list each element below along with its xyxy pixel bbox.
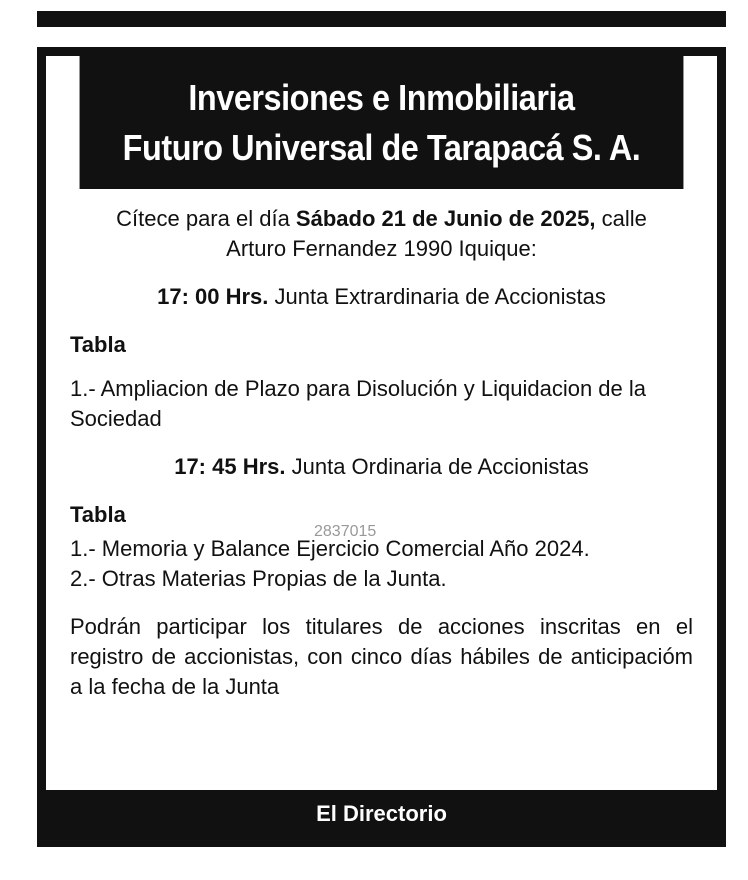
intro-address: Arturo Fernandez 1990 Iquique: bbox=[226, 236, 537, 261]
notice-inner bbox=[44, 54, 719, 840]
notice-body bbox=[70, 196, 693, 702]
meeting1-line bbox=[70, 282, 693, 312]
top-rule bbox=[37, 11, 726, 27]
company-name-line1: Inversiones e Inmobiliaria bbox=[188, 76, 575, 118]
closing-paragraph: Podrán participar los titulares de acciones inscritas en el registro de accionistas, con cinco días hábiles de anticipacióm a la fecha de la Junta bbox=[70, 614, 693, 699]
meeting2-item2: 2.- Otras Materias Propias de la Junta. bbox=[70, 566, 447, 591]
meeting1-desc: Junta Extrardinaria de Accionistas bbox=[268, 284, 606, 309]
meeting1-time: 17: 00 Hrs. bbox=[157, 284, 269, 309]
intro-post: calle bbox=[595, 206, 647, 231]
notice-frame bbox=[37, 47, 726, 847]
signature-banner bbox=[46, 790, 717, 838]
meeting-date: Sábado 21 de Junio de 2025, bbox=[295, 206, 596, 231]
meeting2-tabla-label: Tabla bbox=[70, 502, 126, 527]
title-banner bbox=[80, 56, 684, 189]
meeting2-desc: Junta Ordinaria de Accionistas bbox=[285, 454, 589, 479]
meeting1-tabla-label: Tabla bbox=[70, 332, 126, 357]
meeting2-item1: 1.- Memoria y Balance Ejercicio Comercial Año 2024. bbox=[70, 536, 590, 561]
meeting2-line bbox=[70, 452, 693, 482]
signature-text: El Directorio bbox=[316, 801, 447, 826]
meeting2-time: 17: 45 Hrs. bbox=[174, 454, 286, 479]
company-name-line2: Futuro Universal de Tarapacá S. A. bbox=[122, 126, 641, 168]
watermark-code: 2837015 bbox=[314, 523, 377, 540]
meeting1-item1: 1.- Ampliacion de Plazo para Disolución y Liquidacion de la Sociedad bbox=[70, 376, 647, 431]
intro-paragraph bbox=[70, 204, 693, 264]
intro-pre: Cítece para el día bbox=[116, 206, 296, 231]
